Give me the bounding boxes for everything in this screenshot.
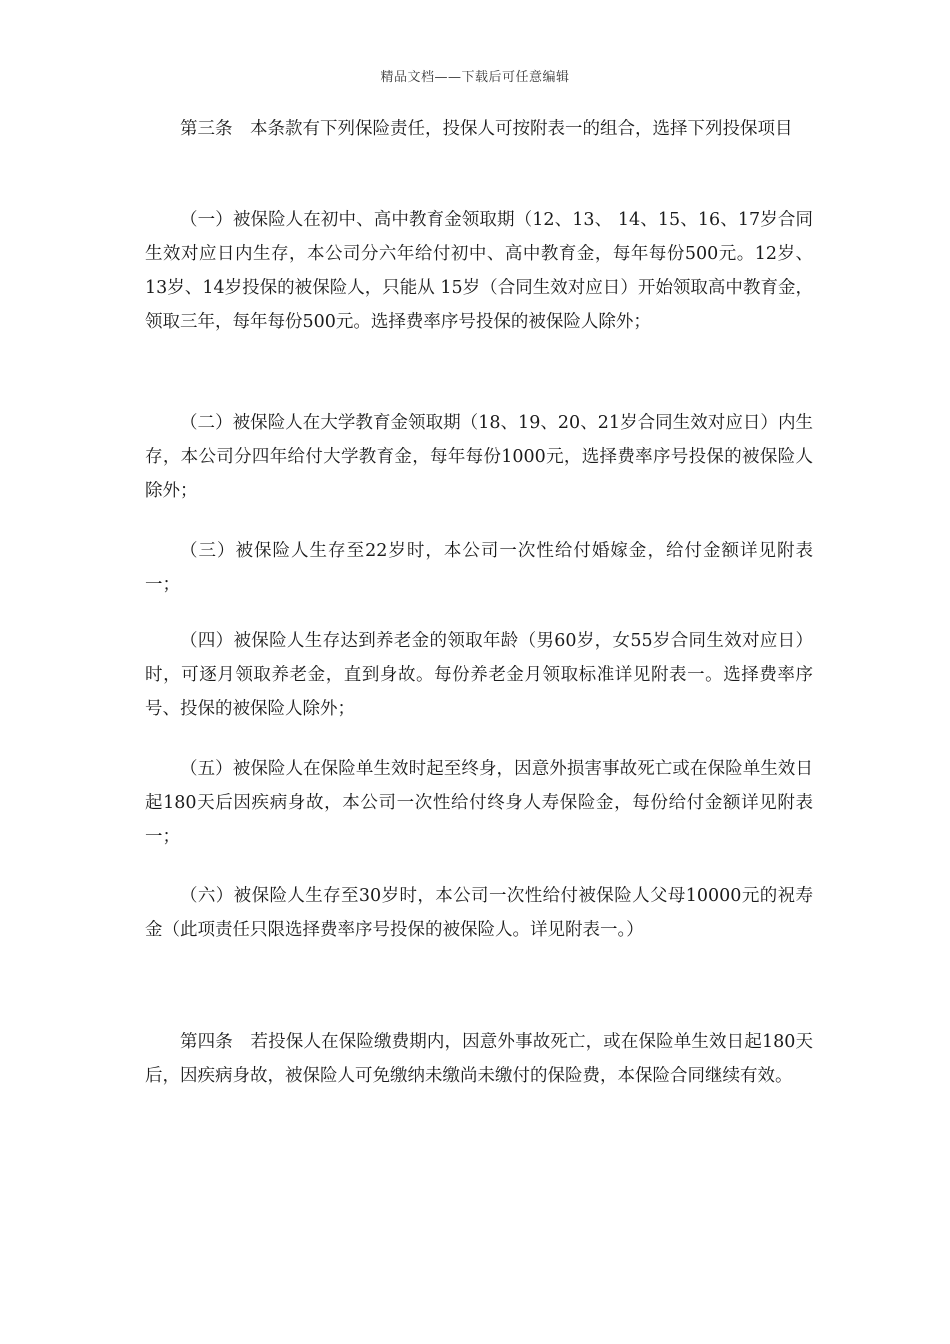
article-4-premium-waiver: 第四条 若投保人在保险缴费期内，因意外事故死亡，或在保险单生效日起180天后，因疾病身故，被保险人可免缴纳未缴尚未缴付的保险费，本保险合同继续有效。 — [145, 1032, 813, 1086]
clause-2-university-education: （二）被保险人在大学教育金领取期（18、19、20、21岁合同生效对应日）内生存，本公司分四年给付大学教育金，每年每份1000元，选择费率序号投保的被保险人除外； — [145, 413, 813, 501]
clause-6-birthday-benefit: （六）被保险人生存至30岁时，本公司一次性给付被保险人父母10000元的祝寿金（此项责任只限选择费率序号投保的被保险人。详见附表一。） — [145, 886, 813, 940]
clause-4-pension: （四）被保险人生存达到养老金的领取年龄（男60岁，女55岁合同生效对应日）时，可逐月领取养老金，直到身故。每份养老金月领取标准详见附表一。选择费率序号、投保的被保险人除外； — [145, 631, 813, 719]
clause-1-secondary-education: （一）被保险人在初中、高中教育金领取期（12、13、 14、15、16、17岁合同生效对应日内生存，本公司分六年给付初中、高中教育金，每年每份500元。12岁、13岁、14岁投保的被保险人，只能从 15岁（合同生效对应日）开始领取高中教育金，领取三年，每年每份500元。选择费率序号投保的被保险人除外； — [145, 210, 813, 332]
clause-5-life-insurance: （五）被保险人在保险单生效时起至终身，因意外损害事故死亡或在保险单生效日起180天后因疾病身故，本公司一次性给付终身人寿保险金，每份给付金额详见附表一； — [145, 759, 813, 847]
page-header: 精品文档——下载后可任意编辑 — [380, 70, 570, 85]
article-3-intro: 第三条 本条款有下列保险责任，投保人可按附表一的组合，选择下列投保项目 — [180, 119, 793, 139]
clause-3-marriage-benefit: （三）被保险人生存至22岁时，本公司一次性给付婚嫁金，给付金额详见附表一； — [145, 541, 813, 595]
